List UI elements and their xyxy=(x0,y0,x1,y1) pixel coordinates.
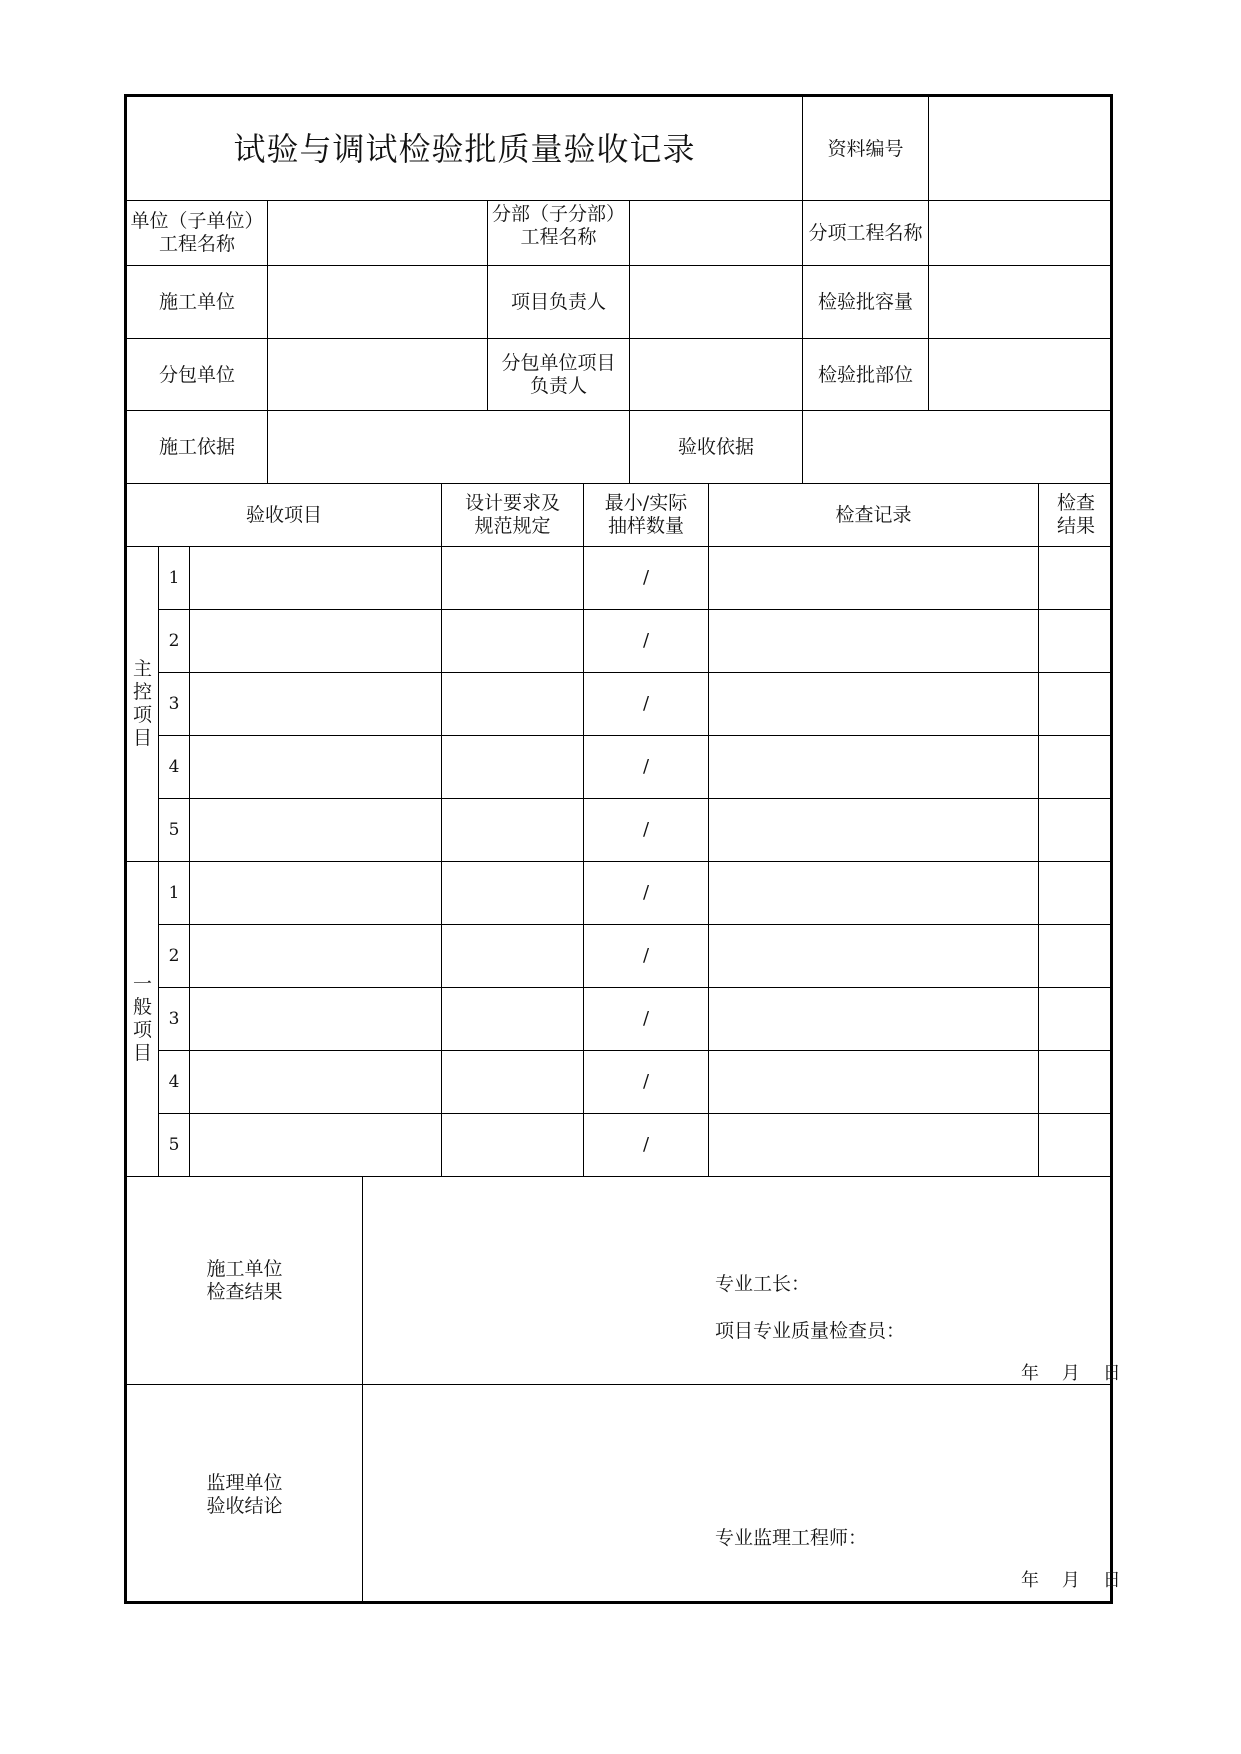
sub-pm-label-line1: 分包单位项目 xyxy=(501,351,616,374)
pm-label: 项目负责人 xyxy=(488,266,630,339)
col-record: 检查记录 xyxy=(709,484,1039,547)
supervision-conclusion-label xyxy=(127,1385,363,1604)
col-design-line2: 规范规定 xyxy=(474,515,551,537)
main-row-number: 1 xyxy=(159,547,190,610)
sub-name-label xyxy=(488,201,630,266)
main-row-record[interactable] xyxy=(709,736,1039,799)
main-row-number: 2 xyxy=(159,610,190,673)
col-sample-line1: 最小/实际 xyxy=(604,492,688,514)
general-row-record[interactable] xyxy=(709,862,1039,925)
construction-label-line2: 检查结果 xyxy=(206,1280,283,1303)
col-sample-line2: 抽样数量 xyxy=(607,515,684,537)
form-title: 试验与调试检验批质量验收记录 xyxy=(127,97,803,201)
general-row-result[interactable] xyxy=(1039,1051,1113,1114)
general-row-record[interactable] xyxy=(709,1051,1039,1114)
main-row-item[interactable] xyxy=(190,673,442,736)
col-design-line1: 设计要求及 xyxy=(464,492,560,514)
col-result-line1: 检查 xyxy=(1056,492,1095,514)
main-group-char: 主 xyxy=(132,658,152,680)
col-result-line2: 结果 xyxy=(1056,515,1095,537)
main-row-design[interactable] xyxy=(442,547,584,610)
general-row-sample[interactable]: / xyxy=(584,988,709,1051)
sub-name-label-line2: 工程名称 xyxy=(520,226,597,248)
general-row-number: 2 xyxy=(159,925,190,988)
general-row-item[interactable] xyxy=(190,1114,442,1177)
general-row-design[interactable] xyxy=(442,1051,584,1114)
general-row-item[interactable] xyxy=(190,988,442,1051)
main-row-record[interactable] xyxy=(709,610,1039,673)
general-row-record[interactable] xyxy=(709,988,1039,1051)
general-row-sample[interactable]: / xyxy=(584,862,709,925)
general-row-sample[interactable]: / xyxy=(584,1051,709,1114)
main-row-design[interactable] xyxy=(442,610,584,673)
general-row-result[interactable] xyxy=(1039,1114,1113,1177)
main-control-group-label xyxy=(127,547,159,862)
general-row-design[interactable] xyxy=(442,925,584,988)
main-row-number: 5 xyxy=(159,799,190,862)
basis-field[interactable] xyxy=(268,411,630,484)
unit-name-label xyxy=(127,201,268,266)
general-group-char: 般 xyxy=(132,996,152,1018)
main-row-number: 4 xyxy=(159,736,190,799)
inspector-label: 项目专业质量检查员： xyxy=(715,1320,906,1342)
main-row-result[interactable] xyxy=(1039,736,1113,799)
supervision-conclusion-field[interactable] xyxy=(363,1385,1113,1604)
construction-label-line1: 施工单位 xyxy=(206,1257,283,1280)
doc-no-field[interactable] xyxy=(929,97,1113,201)
general-group-char: 目 xyxy=(132,1042,152,1064)
general-group-char: 项 xyxy=(132,1019,152,1041)
main-row-sample[interactable]: / xyxy=(584,673,709,736)
general-row-design[interactable] xyxy=(442,1114,584,1177)
main-group-char: 控 xyxy=(132,681,152,703)
construction-date: 年 月 日 xyxy=(1021,1363,1121,1384)
capacity-field[interactable] xyxy=(929,266,1113,339)
unit-name-field[interactable] xyxy=(268,201,488,266)
main-row-design[interactable] xyxy=(442,736,584,799)
contractor-field[interactable] xyxy=(268,266,488,339)
subcontractor-field[interactable] xyxy=(268,339,488,411)
main-group-char: 目 xyxy=(132,727,152,749)
main-row-item[interactable] xyxy=(190,736,442,799)
main-row-item[interactable] xyxy=(190,547,442,610)
capacity-label: 检验批容量 xyxy=(803,266,929,339)
general-row-item[interactable] xyxy=(190,925,442,988)
accept-basis-label: 验收依据 xyxy=(630,411,803,484)
general-row-number: 4 xyxy=(159,1051,190,1114)
sub-pm-label-line2: 负责人 xyxy=(529,374,587,397)
general-row-number: 5 xyxy=(159,1114,190,1177)
main-row-item[interactable] xyxy=(190,610,442,673)
supervising-engineer-label: 专业监理工程师： xyxy=(715,1527,868,1549)
location-label: 检验批部位 xyxy=(803,339,929,411)
inspection-record-form xyxy=(124,94,1121,1604)
general-row-record[interactable] xyxy=(709,925,1039,988)
main-row-sample[interactable]: / xyxy=(584,547,709,610)
general-row-number: 3 xyxy=(159,988,190,1051)
col-design xyxy=(442,484,584,547)
general-row-record[interactable] xyxy=(709,1114,1039,1177)
general-group-label xyxy=(127,862,159,1177)
basis-label: 施工依据 xyxy=(127,411,268,484)
col-sample xyxy=(584,484,709,547)
general-row-sample[interactable]: / xyxy=(584,1114,709,1177)
unit-name-label-line2: 工程名称 xyxy=(158,233,235,255)
main-row-record[interactable] xyxy=(709,799,1039,862)
main-row-record[interactable] xyxy=(709,547,1039,610)
general-row-result[interactable] xyxy=(1039,988,1113,1051)
general-row-design[interactable] xyxy=(442,988,584,1051)
contractor-label: 施工单位 xyxy=(127,266,268,339)
main-row-design[interactable] xyxy=(442,673,584,736)
item-name-label: 分项工程名称 xyxy=(803,201,929,266)
location-field[interactable] xyxy=(929,339,1113,411)
sub-pm-label xyxy=(488,339,630,411)
general-row-design[interactable] xyxy=(442,862,584,925)
general-row-result[interactable] xyxy=(1039,862,1113,925)
main-row-sample[interactable]: / xyxy=(584,799,709,862)
main-row-item[interactable] xyxy=(190,799,442,862)
main-row-sample[interactable]: / xyxy=(584,736,709,799)
sub-name-label-line1: 分部（子分部） xyxy=(491,203,625,225)
main-row-result[interactable] xyxy=(1039,610,1113,673)
doc-no-label: 资料编号 xyxy=(803,97,929,201)
main-row-result[interactable] xyxy=(1039,799,1113,862)
unit-name-label-line1: 单位（子单位） xyxy=(130,210,264,232)
general-row-result[interactable] xyxy=(1039,925,1113,988)
supervision-label-line2: 验收结论 xyxy=(206,1494,283,1517)
main-row-design[interactable] xyxy=(442,799,584,862)
accept-basis-field[interactable] xyxy=(803,411,1113,484)
main-row-number: 3 xyxy=(159,673,190,736)
general-row-number: 1 xyxy=(159,862,190,925)
general-row-item[interactable] xyxy=(190,1051,442,1114)
main-row-record[interactable] xyxy=(709,673,1039,736)
pm-field[interactable] xyxy=(630,266,803,339)
supervision-label-line1: 监理单位 xyxy=(206,1471,283,1494)
general-group-char: 一 xyxy=(132,973,152,995)
general-row-sample[interactable]: / xyxy=(584,925,709,988)
supervision-date: 年 月 日 xyxy=(1021,1570,1121,1591)
sub-name-field[interactable] xyxy=(630,201,803,266)
sub-pm-field[interactable] xyxy=(630,339,803,411)
construction-result-label xyxy=(127,1177,363,1385)
main-row-result[interactable] xyxy=(1039,673,1113,736)
main-row-result[interactable] xyxy=(1039,547,1113,610)
foreman-label: 专业工长： xyxy=(715,1273,811,1295)
subcontractor-label: 分包单位 xyxy=(127,339,268,411)
col-result xyxy=(1039,484,1113,547)
main-group-char: 项 xyxy=(132,704,152,726)
general-row-item[interactable] xyxy=(190,862,442,925)
main-row-sample[interactable]: / xyxy=(584,610,709,673)
item-name-field[interactable] xyxy=(929,201,1113,266)
col-item: 验收项目 xyxy=(127,484,442,547)
